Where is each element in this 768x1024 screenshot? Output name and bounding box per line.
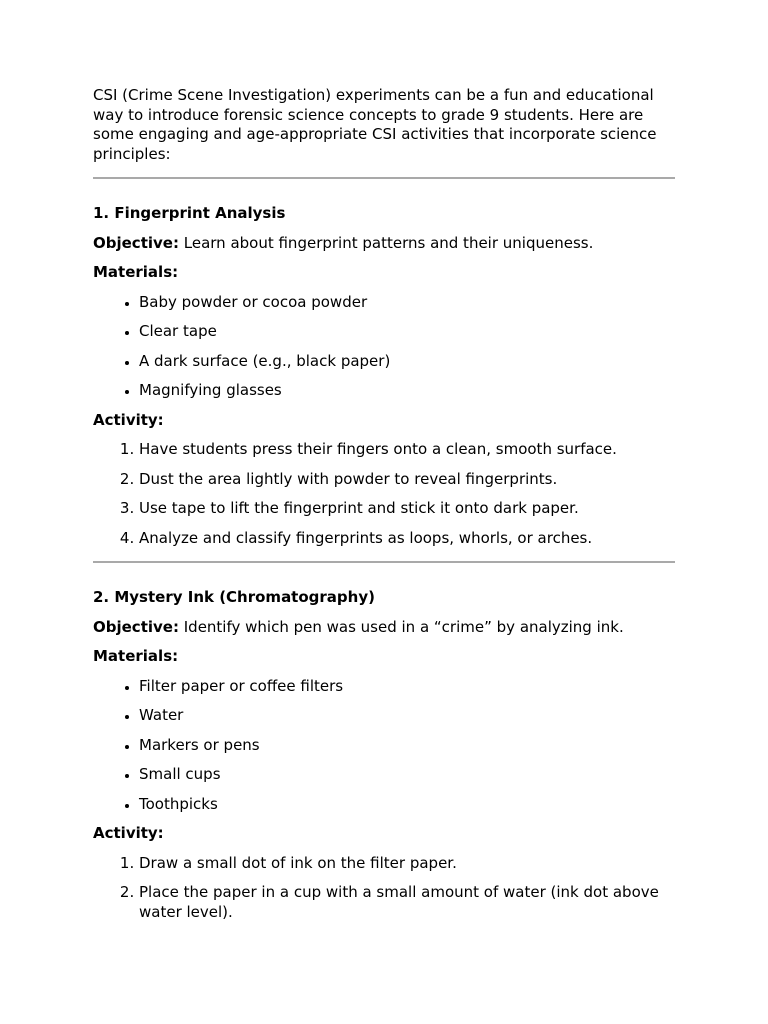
activity-list [93, 440, 675, 548]
objective-text: Learn about fingerprint patterns and their uniqueness. [183, 233, 594, 252]
list-item: • Markers or pens [139, 736, 675, 756]
section-title: 2. Mystery Ink (Chromatography) [93, 588, 375, 606]
objective [93, 234, 675, 254]
list-item: • Magnifying glasses [139, 381, 675, 401]
list-item: 2. Place the paper in a cup with a small amount of water (ink dot above water level). [139, 883, 675, 922]
materials-label: Materials: [93, 263, 179, 281]
list-item: • Toothpicks [139, 795, 675, 815]
objective-label: Objective: [93, 233, 179, 252]
materials-list [93, 677, 675, 815]
list-item: • Baby powder or cocoa powder [139, 293, 675, 313]
list-item: • Filter paper or coffee filters [139, 677, 675, 697]
list-item: • Small cups [139, 765, 675, 785]
list-item: 2. Dust the area lightly with powder to reveal fingerprints. [139, 470, 675, 490]
activity-list [93, 854, 675, 923]
list-item: 4. Analyze and classify fingerprints as loops, whorls, or arches. [139, 529, 675, 549]
section-fingerprint-analysis [93, 204, 675, 548]
list-item: 1. Draw a small dot of ink on the filter paper. [139, 854, 675, 874]
section-title: 1. Fingerprint Analysis [93, 204, 286, 222]
list-item: • Clear tape [139, 322, 675, 342]
activity-label: Activity: [93, 824, 164, 842]
list-item: 1. Have students press their fingers onto a clean, smooth surface. [139, 440, 675, 460]
activity-label: Activity: [93, 410, 164, 429]
objective-text: Identify which pen was used in a “crime” by analyzing ink. [183, 617, 624, 636]
section-mystery-ink [93, 588, 675, 922]
materials-list [93, 293, 675, 401]
section-divider [93, 561, 675, 563]
list-item: • Water [139, 706, 675, 726]
objective-label: Objective: [93, 617, 179, 636]
materials-label: Materials: [93, 647, 179, 665]
section-divider [93, 177, 675, 179]
objective [93, 618, 675, 638]
list-item: 3. Use tape to lift the fingerprint and stick it onto dark paper. [139, 499, 675, 519]
intro-paragraph: CSI (Crime Scene Investigation) experiments can be a fun and educational way to introduce forensic science concepts to grade 9 students. Here are some engaging and age-appropriate CSI activities that incorporate science principles: [93, 86, 657, 163]
list-item: • A dark surface (e.g., black paper) [139, 352, 675, 372]
